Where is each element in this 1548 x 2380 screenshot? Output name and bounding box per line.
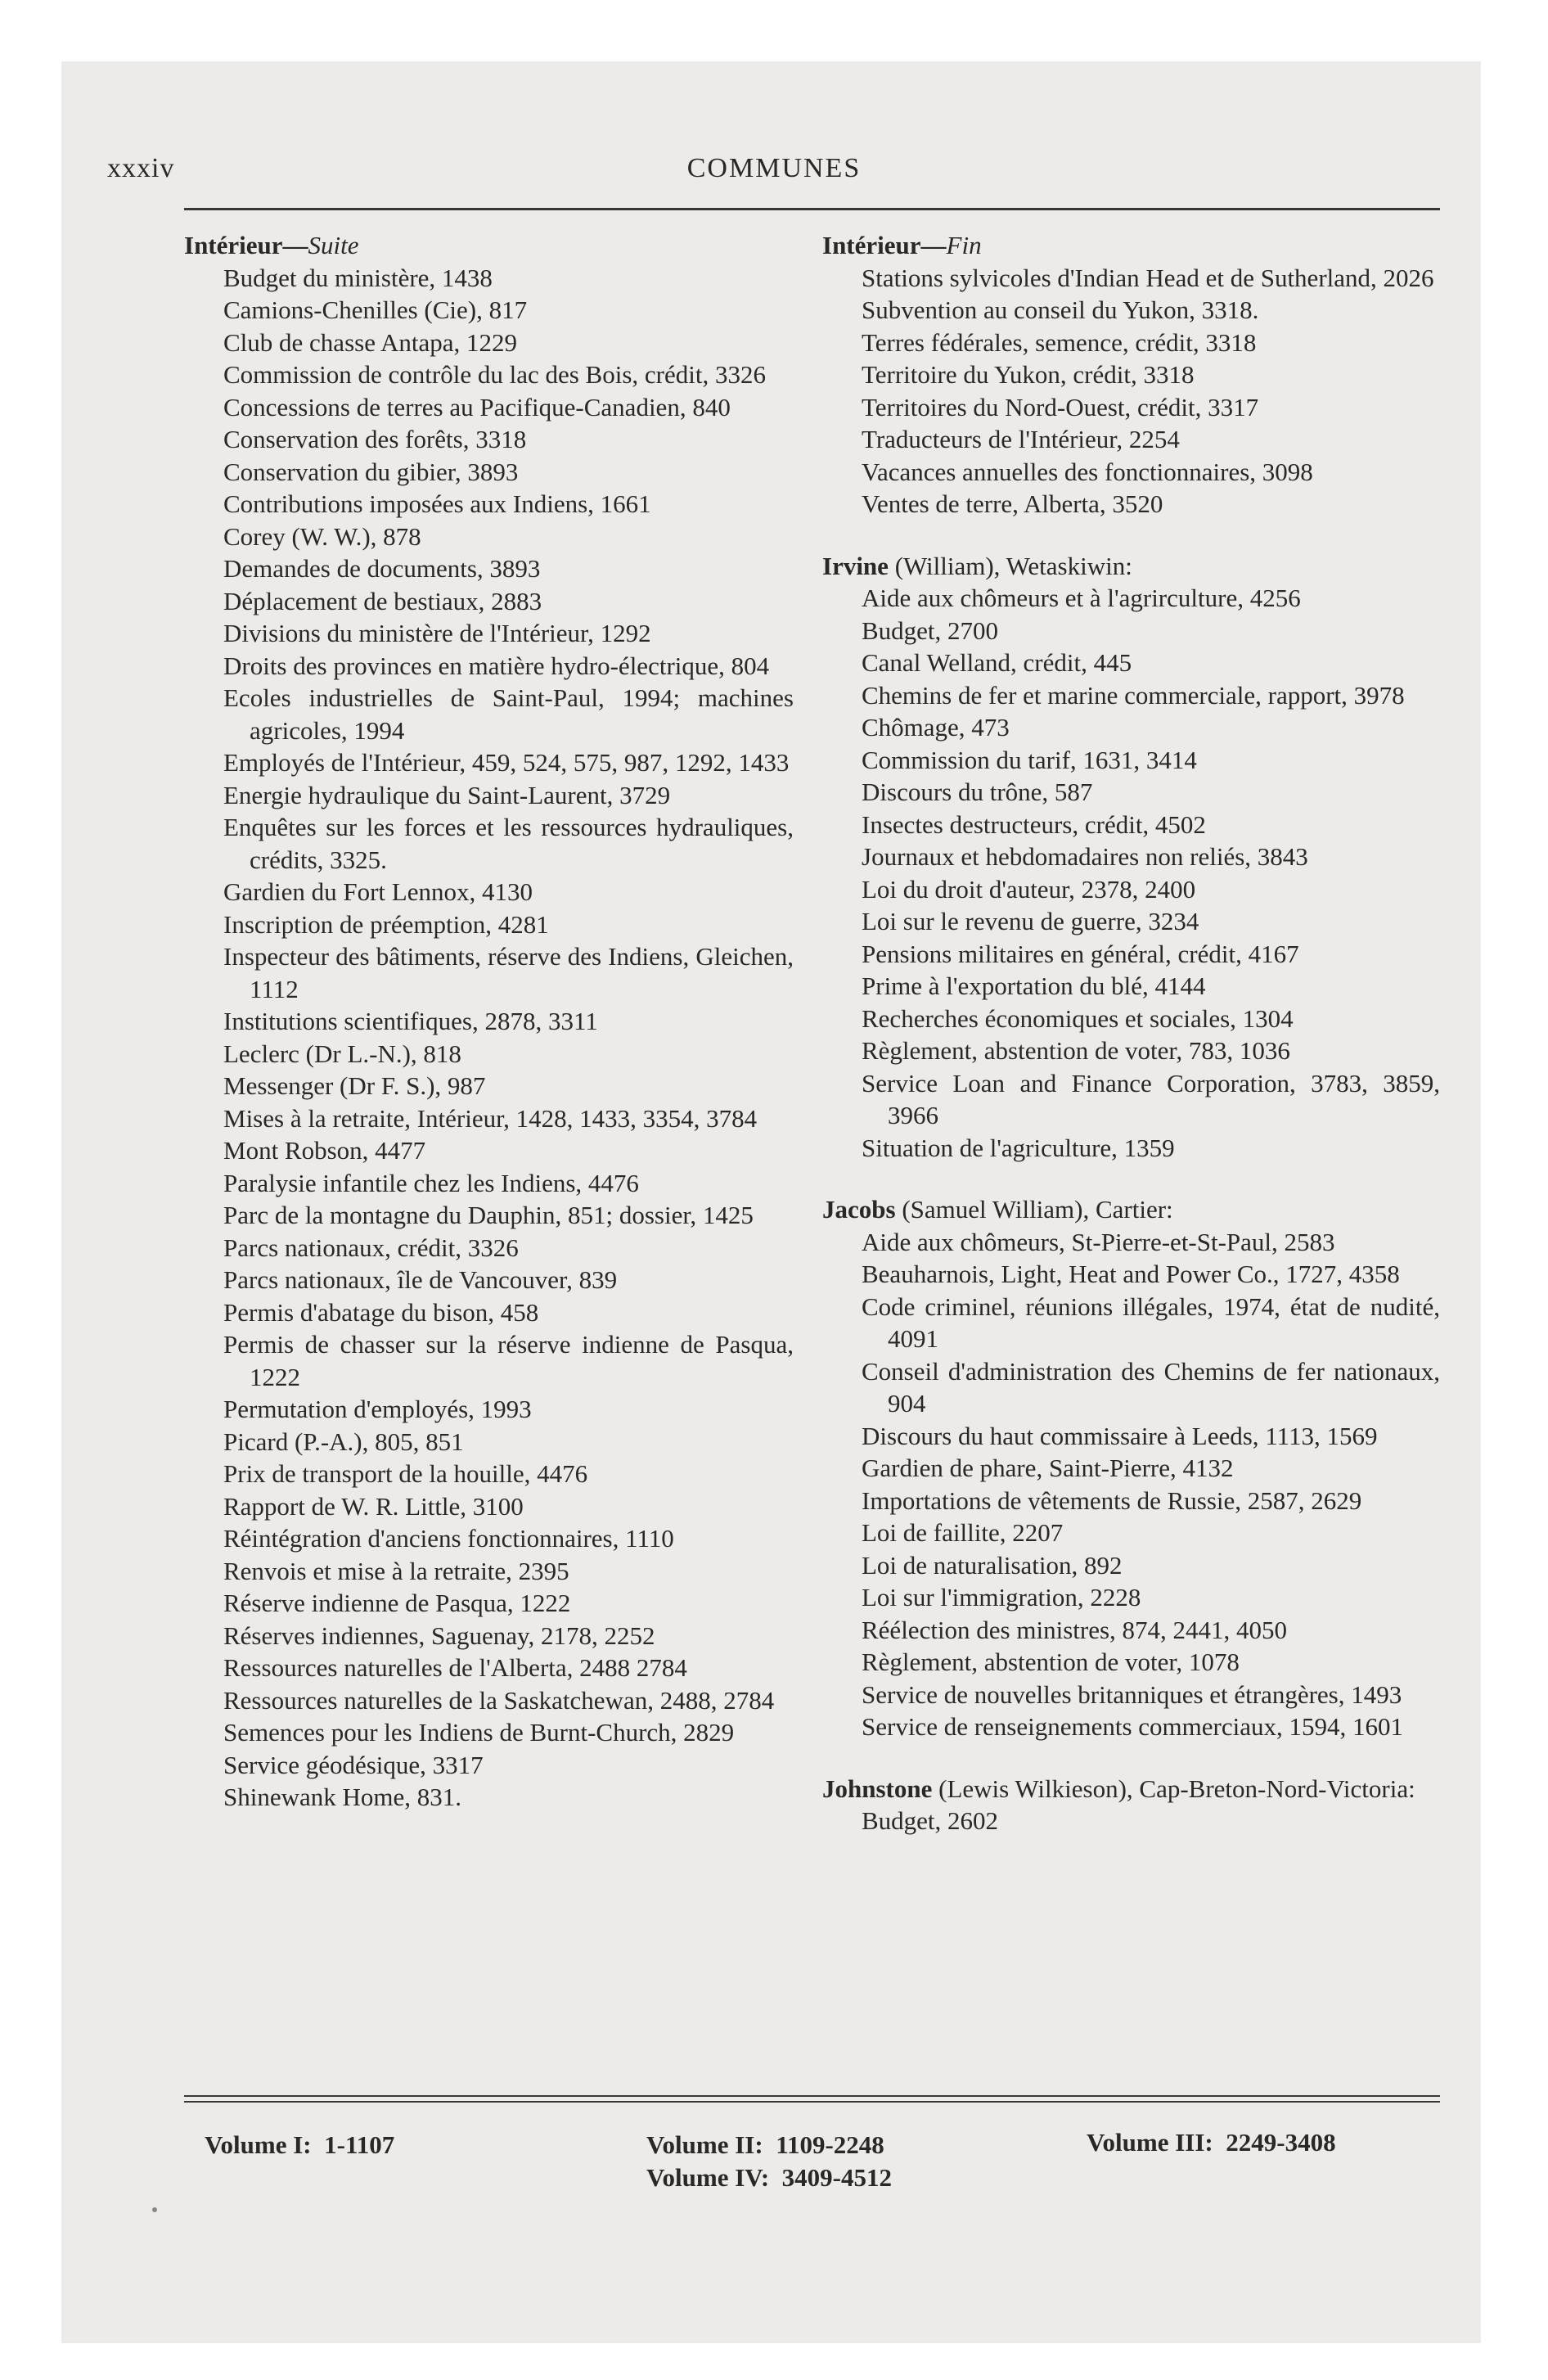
index-entry: Insectes destructeurs, crédit, 4502: [862, 809, 1206, 839]
index-entry: Importations de vêtements de Russie, 2587, 2629: [862, 1485, 1362, 1515]
index-entry: Picard (P.-A.), 805, 851: [223, 1427, 464, 1456]
index-entry: Chemins de fer et marine commerciale, rapport, 3978: [862, 680, 1405, 710]
index-entry: Energie hydraulique du Saint-Laurent, 3729: [223, 780, 671, 809]
index-entry: Mont Robson, 4477: [223, 1136, 426, 1165]
index-entry: Parcs nationaux, crédit, 3326: [223, 1233, 519, 1262]
index-entry: Stations sylvicoles d'Indian Head et de Sutherland, 2026: [862, 263, 1434, 292]
index-entry: Discours du trône, 587: [862, 778, 1093, 806]
index-entry: Divisions du ministère de l'Intérieur, 1292: [223, 619, 651, 647]
index-entry: Concessions de terres au Pacifique-Canadien, 840: [223, 392, 731, 421]
index-entry: Aide aux chômeurs et à l'agrirculture, 4256: [862, 584, 1301, 612]
volume-1: Volume I: 1-1107: [205, 2130, 395, 2159]
section-heading: Irvine (William), Wetaskiwin:: [822, 551, 1132, 580]
section-gap: [822, 1743, 1440, 1773]
index-entry: Budget du ministère, 1438: [223, 263, 493, 292]
index-entry: Budget, 2700: [862, 615, 999, 645]
index-entry: Service de renseignements commerciaux, 1594, 1601: [862, 1712, 1403, 1741]
index-entry: Code criminel, réunions illégales, 1974, état de nudité, 4091: [862, 1291, 1440, 1353]
index-entry: Prime à l'exportation du blé, 4144: [862, 971, 1206, 1000]
index-entry: Journaux et hebdomadaires non reliés, 3843: [862, 842, 1308, 871]
index-entry: Conseil d'administration des Chemins de fer nationaux, 904: [862, 1356, 1440, 1418]
index-entry: Commission de contrôle du lac des Bois, crédit, 3326: [223, 360, 766, 389]
index-entry: Inscription de préemption, 4281: [223, 909, 549, 939]
index-entry: Permis de chasser sur la réserve indienne de Pasqua, 1222: [223, 1330, 794, 1391]
section-heading: Intérieur—Suite: [184, 231, 359, 259]
right-column: [822, 229, 1440, 1837]
index-entry: Règlement, abstention de voter, 783, 1036: [862, 1036, 1290, 1065]
index-entry: Loi de naturalisation, 892: [862, 1550, 1123, 1580]
footer-rule: [184, 2095, 1440, 2097]
index-entry: Permis d'abatage du bison, 458: [223, 1297, 539, 1327]
index-entry: Recherches économiques et sociales, 1304: [862, 1003, 1294, 1033]
section-heading: Jacobs (Samuel William), Cartier:: [822, 1195, 1173, 1224]
index-entry: Leclerc (Dr L.-N.), 818: [223, 1039, 461, 1068]
page-number: xxxiv: [107, 153, 175, 183]
index-entry: Aide aux chômeurs, St-Pierre-et-St-Paul, 2583: [862, 1227, 1335, 1256]
index-entry: Camions-Chenilles (Cie), 817: [223, 295, 528, 324]
index-entry: Renvois et mise à la retraite, 2395: [223, 1556, 569, 1585]
index-entry: Situation de l'agriculture, 1359: [862, 1133, 1175, 1162]
index-entry: Loi du droit d'auteur, 2378, 2400: [862, 874, 1196, 904]
index-entry: Subvention au conseil du Yukon, 3318.: [862, 295, 1259, 324]
index-entry: Territoire du Yukon, crédit, 3318: [862, 360, 1195, 389]
section-gap: [822, 521, 1440, 550]
index-entry: Canal Welland, crédit, 445: [862, 648, 1132, 677]
ink-speck: [152, 2207, 157, 2212]
index-entry: Service de nouvelles britanniques et étrangères, 1493: [862, 1679, 1402, 1709]
index-entry: Réserves indiennes, Saguenay, 2178, 2252: [223, 1620, 655, 1650]
index-entry: Prix de transport de la houille, 4476: [223, 1459, 588, 1488]
index-entry: Loi de faillite, 2207: [862, 1518, 1064, 1547]
page-title: COMMUNES: [686, 153, 862, 183]
entry-list: [184, 262, 794, 1814]
index-entry: Mises à la retraite, Intérieur, 1428, 1433, 3354, 3784: [223, 1103, 758, 1133]
index-entry: Gardien du Fort Lennox, 4130: [223, 877, 533, 906]
index-entry: Budget, 2602: [862, 1806, 999, 1835]
index-entry: Vacances annuelles des fonctionnaires, 3098: [862, 457, 1313, 486]
section-heading: Johnstone (Lewis Wilkieson), Cap-Breton-Nord-Victoria:: [822, 1774, 1415, 1803]
index-entry: Rapport de W. R. Little, 3100: [223, 1491, 524, 1521]
index-entry: Institutions scientifiques, 2878, 3311: [223, 1007, 598, 1035]
left-column: [184, 229, 794, 1814]
index-entry: Territoires du Nord-Ouest, crédit, 3317: [862, 392, 1259, 421]
index-entry: Club de chasse Antapa, 1229: [223, 327, 518, 357]
index-entry: Règlement, abstention de voter, 1078: [862, 1648, 1240, 1676]
index-entry: Droits des provinces en matière hydro-électrique, 804: [223, 651, 770, 680]
index-entry: Employés de l'Intérieur, 459, 524, 575, 987, 1292, 1433: [223, 748, 790, 777]
index-entry: Parc de la montagne du Dauphin, 851; dossier, 1425: [223, 1201, 754, 1229]
section-gap: [822, 1164, 1440, 1193]
index-entry: Permutation d'employés, 1993: [223, 1395, 532, 1423]
index-entry: Shinewank Home, 831.: [223, 1783, 462, 1811]
index-entry: Parcs nationaux, île de Vancouver, 839: [223, 1265, 618, 1294]
index-entry: Corey (W. W.), 878: [223, 521, 421, 551]
index-entry: Contributions imposées aux Indiens, 1661: [223, 489, 651, 518]
volume-3: Volume III: 2249-3408: [1087, 2128, 1336, 2157]
index-entry: Réintégration d'anciens fonctionnaires, 1110: [223, 1524, 674, 1553]
index-entry: Ressources naturelles de l'Alberta, 2488 2784: [223, 1653, 687, 1682]
index-entry: Conservation du gibier, 3893: [223, 457, 519, 486]
index-entry: Conservation des forêts, 3318: [223, 425, 527, 453]
index-entry: Beauharnois, Light, Heat and Power Co., 1727, 4358: [862, 1260, 1400, 1288]
index-entry: Déplacement de bestiaux, 2883: [223, 586, 542, 615]
index-entry: Réserve indienne de Pasqua, 1222: [223, 1589, 571, 1617]
index-entry: Réélection des ministres, 874, 2441, 4050: [862, 1615, 1288, 1644]
header-rule: [184, 208, 1440, 210]
volume-4: Volume IV: 3409-4512: [646, 2163, 892, 2192]
index-entry: Gardien de phare, Saint-Pierre, 4132: [862, 1454, 1234, 1482]
index-entry: Commission du tarif, 1631, 3414: [862, 745, 1197, 774]
index-entry: Chômage, 473: [862, 713, 1010, 741]
volume-2: Volume II: 1109-2248: [646, 2130, 884, 2159]
index-entry: Inspecteur des bâtiments, réserve des Indiens, Gleichen, 1112: [223, 942, 794, 1003]
index-entry: Pensions militaires en général, crédit, 4167: [862, 939, 1299, 968]
index-entry: Enquêtes sur les forces et les ressources hydrauliques, crédits, 3325.: [223, 813, 794, 874]
index-entry: Semences pour les Indiens de Burnt-Church, 2829: [223, 1718, 735, 1747]
footer-rule: [184, 2101, 1440, 2103]
index-entry: Loi sur le revenu de guerre, 3234: [862, 907, 1199, 935]
index-entry: Service Loan and Finance Corporation, 3783, 3859, 3966: [862, 1068, 1440, 1129]
index-entry: Paralysie infantile chez les Indiens, 4476: [223, 1168, 639, 1197]
index-entry: Ressources naturelles de la Saskatchewan, 2488, 2784: [223, 1685, 775, 1715]
index-entry: Ecoles industrielles de Saint-Paul, 1994; machines agricoles, 1994: [223, 683, 794, 745]
index-entry: Service géodésique, 3317: [223, 1750, 484, 1779]
index-entry: Traducteurs de l'Intérieur, 2254: [862, 425, 1180, 453]
section-heading: Intérieur—Fin: [822, 231, 982, 259]
index-entry: Messenger (Dr F. S.), 987: [223, 1071, 486, 1100]
index-entry: Ventes de terre, Alberta, 3520: [862, 489, 1163, 518]
index-entry: Discours du haut commissaire à Leeds, 1113, 1569: [862, 1421, 1378, 1450]
index-entry: Loi sur l'immigration, 2228: [862, 1583, 1141, 1611]
index-entry: Terres fédérales, semence, crédit, 3318: [862, 327, 1257, 357]
index-entry: Demandes de documents, 3893: [223, 554, 541, 583]
